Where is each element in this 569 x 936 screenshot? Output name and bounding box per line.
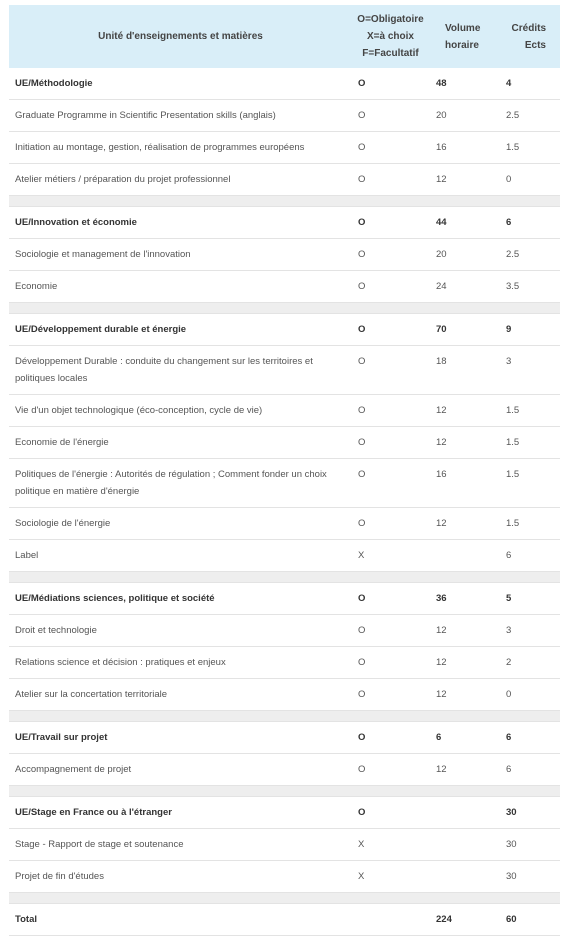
cell-type: O [352,427,429,459]
separator-cell [9,893,560,904]
course-row [9,132,560,164]
cell-name: UE/Stage en France ou à l'étranger [9,797,352,829]
separator-cell [9,786,560,797]
cell-type [352,904,429,936]
course-row [9,100,560,132]
cell-name: Economie de l'énergie [9,427,352,459]
cell-type: O [352,164,429,196]
cell-hours [429,797,499,829]
cell-name: UE/Innovation et économie [9,207,352,239]
separator-cell [9,196,560,207]
cell-name: Initiation au montage, gestion, réalisation de programmes européens [9,132,352,164]
cell-credits: 30 [499,797,560,829]
ue-row [9,314,560,346]
cell-credits: 60 [499,904,560,936]
cell-name: Droit et technologie [9,615,352,647]
cell-hours: 12 [429,679,499,711]
separator-cell [9,303,560,314]
course-row [9,395,560,427]
cell-hours: 70 [429,314,499,346]
table-header [9,5,560,68]
section-separator [9,303,560,314]
cell-name: UE/Travail sur projet [9,722,352,754]
cell-credits: 2.5 [499,239,560,271]
cell-type: O [352,395,429,427]
course-row [9,754,560,786]
section-separator [9,711,560,722]
cell-name: Développement Durable : conduite du changement sur les territoires et politiques locales [9,346,352,395]
course-row [9,508,560,540]
course-row [9,615,560,647]
cell-credits: 1.5 [499,459,560,508]
cell-credits: 3 [499,346,560,395]
cell-hours: 24 [429,271,499,303]
cell-name: Sociologie et management de l'innovation [9,239,352,271]
course-row [9,459,560,508]
cell-name: UE/Méthodologie [9,68,352,100]
cell-name: Graduate Programme in Scientific Presentation skills (anglais) [9,100,352,132]
cell-credits: 1.5 [499,132,560,164]
cell-hours: 20 [429,239,499,271]
course-row [9,239,560,271]
cell-type: O [352,508,429,540]
cell-hours: 224 [429,904,499,936]
cell-name: Economie [9,271,352,303]
cell-type: O [352,132,429,164]
cell-credits: 1.5 [499,395,560,427]
cell-hours: 16 [429,459,499,508]
separator-cell [9,711,560,722]
cell-name: Projet de fin d'études [9,861,352,893]
cell-credits: 1.5 [499,508,560,540]
cell-name: UE/Médiations sciences, politique et société [9,583,352,615]
cell-name: Atelier métiers / préparation du projet professionnel [9,164,352,196]
cell-name: Total [9,904,352,936]
ue-row [9,797,560,829]
cell-type: O [352,207,429,239]
section-separator [9,572,560,583]
course-row [9,271,560,303]
cell-hours: 44 [429,207,499,239]
cell-credits: 30 [499,829,560,861]
cell-credits: 2.5 [499,100,560,132]
course-row [9,647,560,679]
cell-hours [429,829,499,861]
cell-hours: 12 [429,508,499,540]
cell-credits: 1.5 [499,427,560,459]
course-row [9,427,560,459]
cell-type: O [352,346,429,395]
cell-hours: 12 [429,427,499,459]
cell-credits: 6 [499,540,560,572]
cell-name: Sociologie de l'énergie [9,508,352,540]
cell-hours: 12 [429,647,499,679]
cell-name: Atelier sur la concertation territoriale [9,679,352,711]
cell-hours: 12 [429,754,499,786]
cell-type: X [352,861,429,893]
total-row [9,904,560,936]
cell-credits: 5 [499,583,560,615]
cell-hours: 12 [429,395,499,427]
cell-hours [429,540,499,572]
cell-credits: 3.5 [499,271,560,303]
cell-type: O [352,615,429,647]
cell-type: O [352,679,429,711]
cell-hours: 12 [429,615,499,647]
course-row [9,164,560,196]
cell-credits: 4 [499,68,560,100]
cell-hours [429,861,499,893]
separator-cell [9,572,560,583]
course-row [9,861,560,893]
cell-credits: 3 [499,615,560,647]
course-row [9,679,560,711]
cell-type: O [352,459,429,508]
course-row [9,540,560,572]
ue-row [9,722,560,754]
ue-row [9,68,560,100]
cell-credits: 0 [499,679,560,711]
header-credits: Crédits Ects [499,5,560,68]
cell-hours: 12 [429,164,499,196]
cell-name: Relations science et décision : pratiques et enjeux [9,647,352,679]
cell-hours: 48 [429,68,499,100]
section-separator [9,893,560,904]
cell-hours: 6 [429,722,499,754]
table-body [9,68,560,936]
cell-name: Accompagnement de projet [9,754,352,786]
cell-type: O [352,754,429,786]
cell-credits: 2 [499,647,560,679]
cell-hours: 16 [429,132,499,164]
course-row [9,829,560,861]
cell-type: O [352,722,429,754]
header-hours: Volume horaire [429,5,499,68]
cell-name: Label [9,540,352,572]
cell-credits: 6 [499,722,560,754]
cell-name: UE/Développement durable et énergie [9,314,352,346]
section-separator [9,196,560,207]
cell-credits: 0 [499,164,560,196]
header-type: O=Obligatoire X=à choix F=Facultatif [352,5,429,68]
cell-type: O [352,271,429,303]
ue-row [9,583,560,615]
cell-type: O [352,239,429,271]
cell-type: O [352,314,429,346]
cell-type: O [352,583,429,615]
ue-row [9,207,560,239]
cell-hours: 36 [429,583,499,615]
cell-name: Vie d'un objet technologique (éco-conception, cycle de vie) [9,395,352,427]
curriculum-table-wrapper [9,5,560,936]
cell-credits: 6 [499,207,560,239]
cell-credits: 30 [499,861,560,893]
cell-name: Stage - Rapport de stage et soutenance [9,829,352,861]
course-row [9,346,560,395]
cell-hours: 18 [429,346,499,395]
cell-type: O [352,797,429,829]
curriculum-table [9,5,560,936]
cell-credits: 9 [499,314,560,346]
section-separator [9,786,560,797]
cell-credits: 6 [499,754,560,786]
cell-type: X [352,829,429,861]
cell-name: Politiques de l'énergie : Autorités de régulation ; Comment fonder un choix politique en matière d'énergie [9,459,352,508]
cell-type: O [352,68,429,100]
cell-type: O [352,100,429,132]
cell-type: X [352,540,429,572]
cell-hours: 20 [429,100,499,132]
cell-type: O [352,647,429,679]
header-unit: Unité d'enseignements et matières [9,5,352,68]
